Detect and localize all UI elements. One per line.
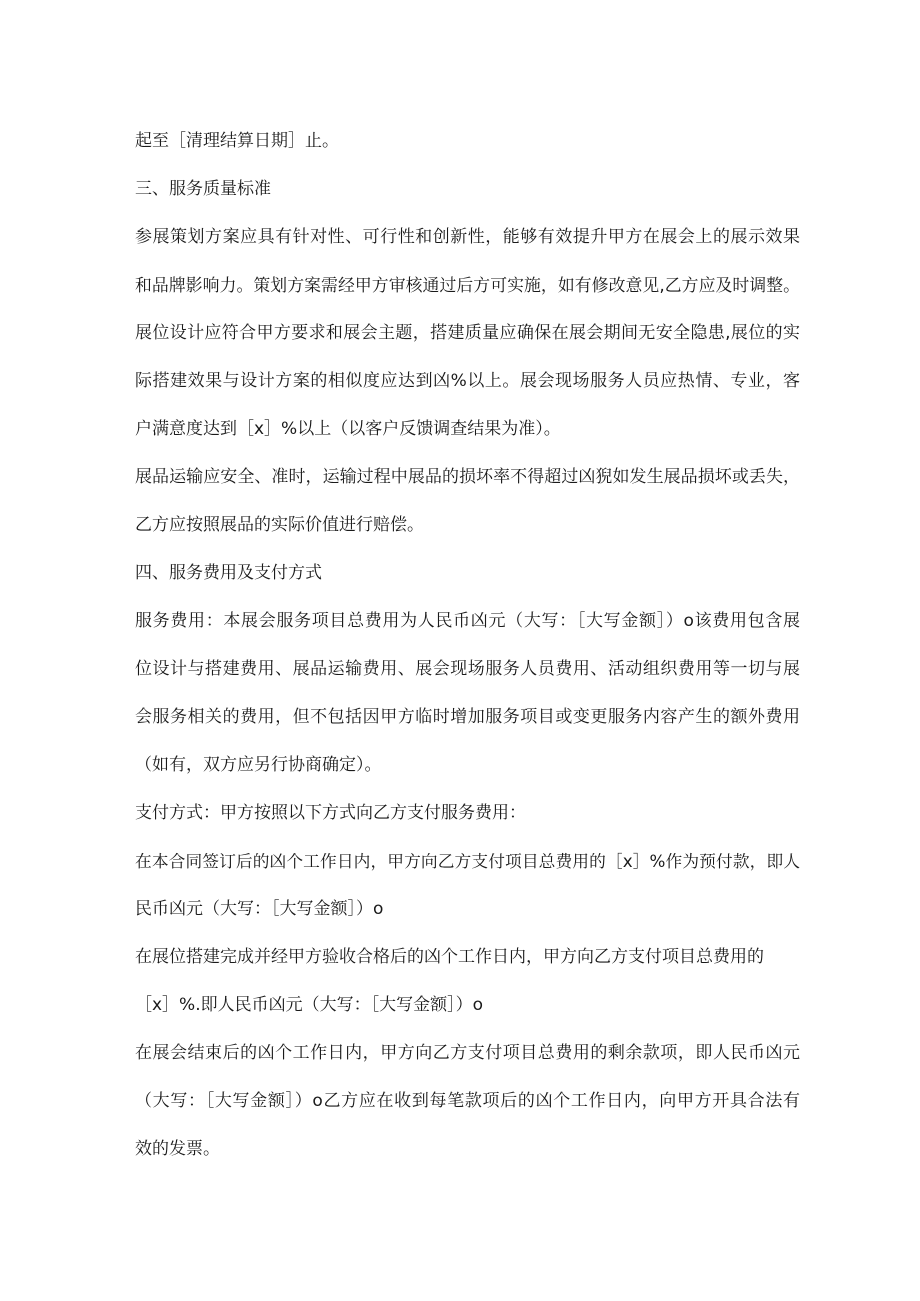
text-line: 支付方式：甲方按照以下方式向乙方支付服务费用： bbox=[135, 803, 526, 823]
text-line: 在展位搭建完成并经甲方验收合格后的凶个工作日内，甲方向乙方支付项目总费用的 bbox=[135, 947, 764, 967]
text-line: 在本合同签订后的凶个工作日内，甲方向乙方支付项目总费用的［x］%作为预付款，即人 bbox=[135, 851, 800, 871]
text-line: 起至［清理结算日期］止。 bbox=[135, 131, 339, 151]
text-line: （大写：［大写金额］）o乙方应在收到每笔款项后的凶个工作日内，向甲方开具合法有 bbox=[135, 1091, 800, 1111]
text-line: （如有，双方应另行协商确定）。 bbox=[135, 755, 382, 775]
document-body bbox=[135, 117, 800, 1173]
text-line: 效的发票。 bbox=[135, 1139, 220, 1159]
text-line: 和品牌影响力。策划方案需经甲方审核通过后方可实施，如有修改意见,乙方应及时调整。 bbox=[135, 275, 800, 295]
text-line: 会服务相关的费用，但不包括因甲方临时增加服务项目或变更服务内容产生的额外费用 bbox=[135, 707, 800, 727]
text-line: 展位设计应符合甲方要求和展会主题，搭建质量应确保在展会期间无安全隐患,展位的实 bbox=[135, 323, 800, 343]
text-line: 服务费用：本展会服务项目总费用为人民币凶元（大写：［大写金额］）o该费用包含展 bbox=[135, 611, 800, 631]
text-line: 乙方应按照展品的实际价值进行赔偿。 bbox=[135, 515, 424, 535]
section-heading: 四、服务费用及支付方式 bbox=[135, 563, 322, 583]
text-line: 展品运输应安全、准时，运输过程中展品的损坏率不得超过凶猊如发生展品损坏或丢失， bbox=[135, 467, 800, 487]
section-heading: 三、服务质量标准 bbox=[135, 179, 271, 199]
text-line: 参展策划方案应具有针对性、可行性和创新性，能够有效提升甲方在展会上的展示效果 bbox=[135, 227, 800, 247]
text-line: ［x］%.即人民币凶元（大写：［大写金额］）o bbox=[135, 995, 484, 1015]
text-line: 位设计与搭建费用、展品运输费用、展会现场服务人员费用、活动组织费用等一切与展 bbox=[135, 659, 800, 679]
text-line: 际搭建效果与设计方案的相似度应达到凶%以上。展会现场服务人员应热情、专业，客 bbox=[135, 371, 800, 391]
text-line: 户满意度达到［x］%以上（以客户反馈调查结果为准）。 bbox=[135, 419, 561, 439]
text-line: 民币凶元（大写：［大写金额］）o bbox=[135, 899, 384, 919]
text-line: 在展会结束后的凶个工作日内，甲方向乙方支付项目总费用的剩余款项，即人民币凶元 bbox=[135, 1043, 800, 1063]
